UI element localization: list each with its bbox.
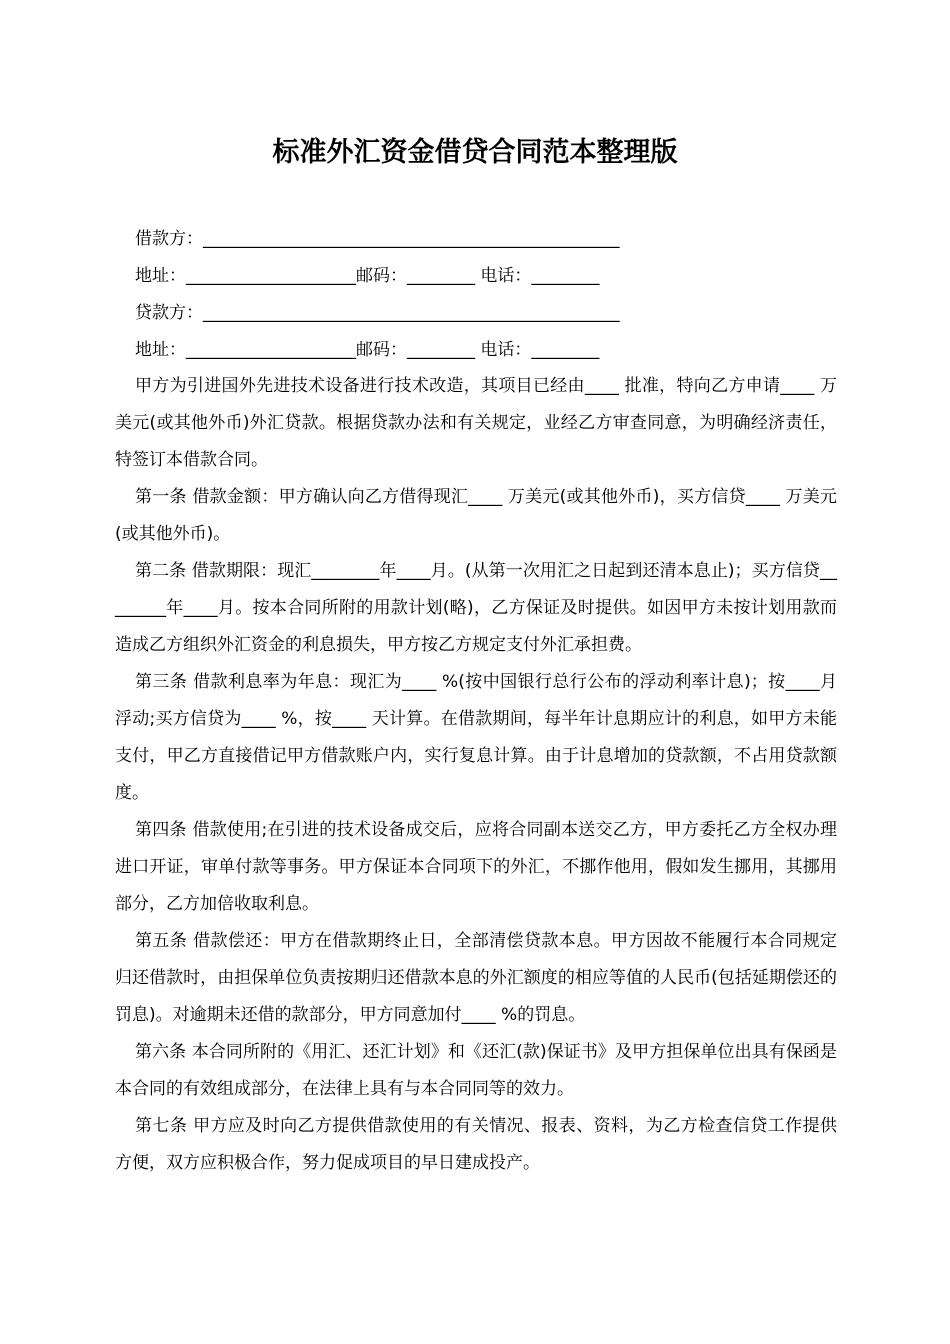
lender-field: 贷款方：_________________________________________________ [135, 303, 620, 323]
document-title: 标准外汇资金借贷合同范本整理版 [272, 137, 678, 168]
lender-address-field: 地址：____________________邮码：________ 电话：________ [135, 340, 600, 360]
borrower-field: 借款方：_________________________________________________ [135, 229, 620, 249]
intro-paragraph: 甲方为引进国外先进技术设备进行技术改造，其项目已经由____ 批准，特向乙方申请____ 万美元(或其他外币)外汇贷款。根据贷款办法和有关规定，业经乙方审查同意，为明确经济责任，特签订本借款合同。 [115, 376, 837, 470]
article-1-paragraph: 第一条 借款金额：甲方确认向乙方借得现汇____ 万美元(或其他外币)，买方信贷____ 万美元(或其他外币)。 [115, 487, 837, 544]
article-7-paragraph: 第七条 甲方应及时向乙方提供借款使用的有关情况、报表、资料，为乙方检查信贷工作提供方便，双方应积极合作，努力促成项目的早日建成投产。 [115, 1116, 837, 1173]
article-2-paragraph: 第二条 借款期限：现汇________年____月。(从第一次用汇之日起到还清本息止)；买方信贷________年____月。按本合同所附的用款计划(略)，乙方保证及时提供。如因甲方未按计划用款而造成乙方组织外汇资金的利息损失，甲方按乙方规定支付外汇承担费。 [115, 561, 837, 655]
article-4-paragraph: 第四条 借款使用;在引进的技术设备成交后，应将合同副本送交乙方，甲方委托乙方全权办理进口开证，审单付款等事务。甲方保证本合同项下的外汇，不挪作他用，假如发生挪用，其挪用部分，乙方加倍收取利息。 [115, 820, 837, 914]
contract-body [115, 368, 837, 1182]
article-6-paragraph: 第六条 本合同所附的《用汇、还汇计划》和《还汇(款)保证书》及甲方担保单位出具有保函是本合同的有效组成部分，在法律上具有与本合同同等的效力。 [115, 1042, 837, 1099]
article-3-paragraph: 第三条 借款利息率为年息：现汇为____ %(按中国银行总行公布的浮动利率计息)；按____月浮动;买方信贷为____ %，按____ 天计算。在借款期间，每半年计息期应计的利息，如甲方未能支付，甲乙方直接借记甲方借款账户内，实行复息计算。由于计息增加的贷款额，不占用贷款额度。 [115, 672, 837, 803]
article-5-paragraph: 第五条 借款偿还：甲方在借款期终止日，全部清偿贷款本息。甲方因故不能履行本合同规定归还借款时，由担保单位负责按期归还借款本息的外汇额度的相应等值的人民币(包括延期偿还的罚息)。对逾期未还借的款部分，甲方同意加付____ %的罚息。 [115, 931, 837, 1025]
borrower-address-field: 地址：____________________邮码：________ 电话：________ [135, 266, 600, 286]
